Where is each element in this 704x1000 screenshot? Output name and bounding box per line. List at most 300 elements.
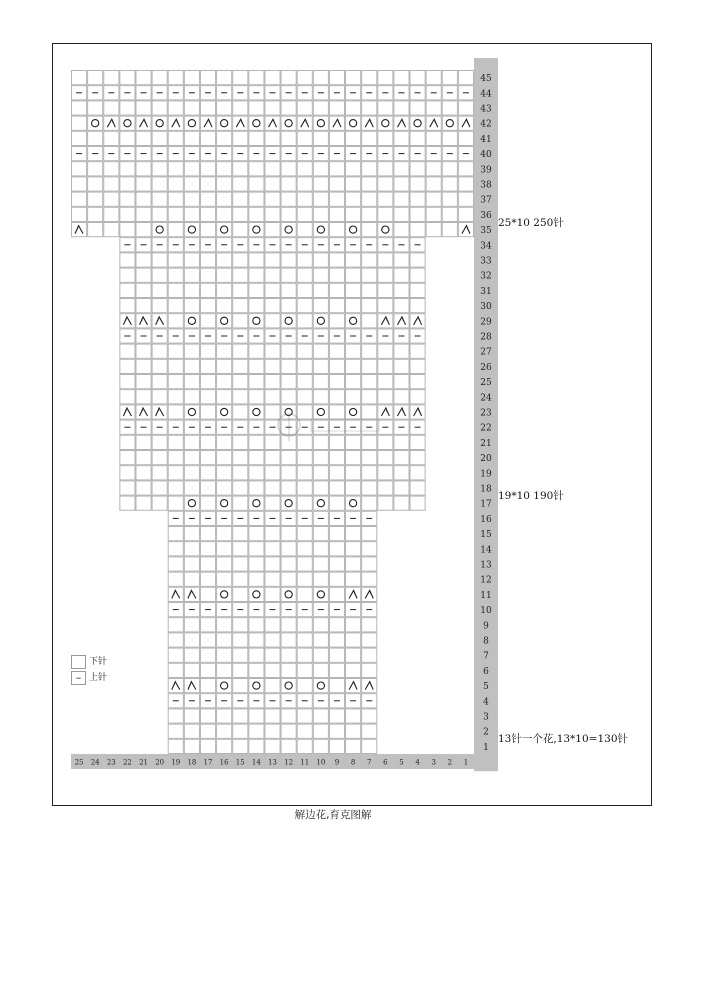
grid-cell: [313, 542, 328, 556]
grid-cell: [394, 283, 409, 297]
grid-cell: [281, 481, 296, 495]
grid-cell: [329, 71, 344, 85]
grid-cell: [281, 101, 296, 115]
grid-cell: [410, 223, 425, 237]
grid-cell: [313, 739, 328, 753]
grid-cell: [200, 101, 215, 115]
grid-cell: [362, 299, 377, 313]
grid-cell: [200, 162, 215, 176]
grid-cell: [297, 739, 312, 753]
grid-cell: [184, 435, 199, 449]
grid-cell: [313, 223, 328, 237]
grid-cell: [329, 359, 344, 373]
grid-cell: [346, 283, 361, 297]
grid-cell: [410, 435, 425, 449]
grid-cell: [184, 177, 199, 191]
grid-cell: [265, 663, 280, 677]
grid-cell: [394, 116, 409, 130]
grid-cell: [265, 344, 280, 358]
grid-cell: [281, 633, 296, 647]
grid-cell: [329, 223, 344, 237]
grid-cell: [281, 648, 296, 662]
grid-cell: [152, 359, 167, 373]
grid-cell: [168, 405, 183, 419]
grid-cell: [249, 177, 264, 191]
grid-cell: [233, 253, 248, 267]
grid-cell: [200, 344, 215, 358]
grid-cell: [394, 131, 409, 145]
grid-cell: [136, 177, 151, 191]
grid-cell: [329, 663, 344, 677]
grid-cell: [217, 451, 232, 465]
stitch-number-label: 17: [203, 758, 213, 767]
grid-cell: [265, 116, 280, 130]
grid-cell: [217, 283, 232, 297]
grid-cell: [410, 177, 425, 191]
row-number-label: 40: [480, 150, 492, 161]
grid-cell: [346, 587, 361, 601]
grid-cell: [378, 314, 393, 328]
grid-cell: [200, 71, 215, 85]
grid-cell: [233, 557, 248, 571]
grid-cell: [378, 71, 393, 85]
grid-cell: [410, 131, 425, 145]
stitch-number-label: 24: [90, 758, 100, 767]
grid-cell: [410, 192, 425, 206]
grid-cell: [394, 223, 409, 237]
grid-cell: [200, 375, 215, 389]
row-number-label: 27: [480, 347, 492, 358]
grid-cell: [297, 724, 312, 738]
grid-cell: [362, 527, 377, 541]
grid-cell: [329, 162, 344, 176]
grid-cell: [378, 223, 393, 237]
grid-cell: [184, 71, 199, 85]
grid-cell: [233, 101, 248, 115]
grid-cell: [233, 466, 248, 480]
grid-cell: [233, 207, 248, 221]
grid-cell: [233, 314, 248, 328]
grid-cell: [249, 405, 264, 419]
grid-cell: [200, 359, 215, 373]
grid-cell: [281, 207, 296, 221]
grid-cell: [88, 71, 103, 85]
grid-cell: [184, 663, 199, 677]
grid-cell: [329, 496, 344, 510]
grid-cell: [281, 71, 296, 85]
grid-cell: [120, 481, 135, 495]
stitch-number-label: 21: [139, 758, 149, 767]
grid-cell: [184, 633, 199, 647]
grid-cell: [249, 663, 264, 677]
row-number-label: 44: [480, 89, 492, 100]
grid-cell: [265, 451, 280, 465]
grid-cell: [362, 496, 377, 510]
grid-cell: [184, 283, 199, 297]
grid-cell: [362, 466, 377, 480]
grid-cell: [184, 314, 199, 328]
grid-cell: [442, 116, 457, 130]
stitch-number-label: 22: [122, 758, 132, 767]
grid-cell: [297, 527, 312, 541]
grid-cell: [249, 466, 264, 480]
grid-cell: [152, 223, 167, 237]
grid-cell: [346, 131, 361, 145]
grid-cell: [249, 283, 264, 297]
grid-cell: [394, 344, 409, 358]
grid-cell: [72, 177, 87, 191]
grid-cell: [168, 739, 183, 753]
grid-cell: [233, 648, 248, 662]
grid-cell: [346, 314, 361, 328]
stitch-number-label: 20: [155, 758, 165, 767]
grid-cell: [362, 633, 377, 647]
grid-cell: [362, 663, 377, 677]
grid-cell: [442, 177, 457, 191]
grid-cell: [200, 405, 215, 419]
grid-cell: [249, 268, 264, 282]
grid-cell: [217, 663, 232, 677]
grid-cell: [120, 390, 135, 404]
grid-cell: [346, 177, 361, 191]
grid-cell: [217, 71, 232, 85]
grid-cell: [362, 177, 377, 191]
grid-cell: [297, 344, 312, 358]
grid-cell: [265, 71, 280, 85]
grid-cell: [233, 587, 248, 601]
row-number-label: 33: [480, 256, 492, 267]
grid-cell: [313, 451, 328, 465]
grid-cell: [458, 223, 473, 237]
grid-cell: [200, 618, 215, 632]
grid-cell: [281, 679, 296, 693]
grid-cell: [152, 375, 167, 389]
grid-cell: [217, 739, 232, 753]
grid-cell: [233, 131, 248, 145]
grid-cell: [362, 223, 377, 237]
grid-cell: [184, 253, 199, 267]
grid-cell: [426, 223, 441, 237]
grid-cell: [313, 192, 328, 206]
row-number-label: 11: [480, 590, 492, 601]
grid-cell: [200, 253, 215, 267]
grid-cell: [184, 481, 199, 495]
grid-cell: [200, 177, 215, 191]
grid-cell: [362, 739, 377, 753]
grid-cell: [184, 162, 199, 176]
grid-cell: [217, 618, 232, 632]
watermark-logo: [275, 401, 385, 449]
grid-cell: [233, 162, 248, 176]
grid-cell: [281, 223, 296, 237]
grid-cell: [200, 451, 215, 465]
grid-cell: [297, 131, 312, 145]
grid-cell: [249, 542, 264, 556]
stitch-number-label: 12: [284, 758, 294, 767]
grid-cell: [346, 724, 361, 738]
grid-cell: [152, 466, 167, 480]
row-number-label: 30: [480, 302, 492, 313]
row-number-label: 25: [480, 378, 492, 389]
grid-cell: [329, 709, 344, 723]
grid-cell: [281, 177, 296, 191]
grid-cell: [265, 177, 280, 191]
grid-cell: [362, 162, 377, 176]
grid-cell: [346, 633, 361, 647]
grid-cell: [200, 648, 215, 662]
grid-cell: [249, 344, 264, 358]
grid-cell: [104, 177, 119, 191]
legend-knit-box: [71, 655, 86, 669]
grid-cell: [184, 390, 199, 404]
grid-cell: [120, 162, 135, 176]
grid-cell: [297, 71, 312, 85]
grid-cell: [281, 283, 296, 297]
grid-cell: [426, 71, 441, 85]
grid-cell: [184, 131, 199, 145]
grid-cell: [168, 451, 183, 465]
note-row-1: 13针一个花,13*10=130针: [498, 733, 629, 745]
row-number-label: 17: [480, 499, 492, 510]
grid-cell: [200, 572, 215, 586]
grid-cell: [168, 496, 183, 510]
grid-cell: [297, 587, 312, 601]
grid-cell: [200, 283, 215, 297]
grid-cell: [297, 192, 312, 206]
grid-cell: [72, 71, 87, 85]
grid-cell: [410, 283, 425, 297]
grid-cell: [184, 679, 199, 693]
grid-cell: [233, 405, 248, 419]
grid-cell: [265, 314, 280, 328]
grid-cell: [410, 405, 425, 419]
grid-cell: [249, 192, 264, 206]
grid-cell: [217, 268, 232, 282]
grid-cell: [120, 253, 135, 267]
stitch-number-label: 13: [268, 758, 277, 767]
grid-cell: [297, 253, 312, 267]
grid-cell: [265, 496, 280, 510]
grid-cell: [410, 71, 425, 85]
grid-cell: [152, 481, 167, 495]
grid-cell: [313, 648, 328, 662]
grid-cell: [200, 496, 215, 510]
grid-cell: [200, 739, 215, 753]
grid-cell: [168, 116, 183, 130]
grid-cell: [265, 633, 280, 647]
grid-cell: [329, 648, 344, 662]
row-number-label: 38: [480, 180, 492, 191]
grid-cell: [297, 466, 312, 480]
stitch-number-label: 18: [187, 758, 197, 767]
grid-cell: [249, 633, 264, 647]
grid-cell: [265, 253, 280, 267]
grid-cell: [184, 496, 199, 510]
grid-cell: [217, 207, 232, 221]
grid-cell: [152, 451, 167, 465]
grid-cell: [346, 207, 361, 221]
grid-cell: [265, 466, 280, 480]
grid-cell: [184, 344, 199, 358]
grid-cell: [265, 724, 280, 738]
grid-cell: [217, 496, 232, 510]
grid-cell: [104, 71, 119, 85]
grid-cell: [217, 648, 232, 662]
grid-cell: [362, 71, 377, 85]
grid-cell: [120, 375, 135, 389]
grid-cell: [297, 679, 312, 693]
grid-cell: [394, 375, 409, 389]
grid-cell: [136, 405, 151, 419]
grid-cell: [72, 131, 87, 145]
grid-cell: [217, 177, 232, 191]
grid-cell: [394, 405, 409, 419]
grid-cell: [152, 131, 167, 145]
grid-cell: [442, 162, 457, 176]
grid-cell: [329, 679, 344, 693]
grid-cell: [378, 481, 393, 495]
grid-cell: [168, 390, 183, 404]
grid-cell: [346, 527, 361, 541]
grid-cell: [233, 527, 248, 541]
grid-cell: [362, 268, 377, 282]
grid-cell: [265, 101, 280, 115]
grid-cell: [281, 709, 296, 723]
grid-cell: [168, 724, 183, 738]
grid-cell: [233, 618, 248, 632]
grid-cell: [297, 162, 312, 176]
grid-cell: [329, 192, 344, 206]
grid-cell: [88, 116, 103, 130]
grid-cell: [72, 207, 87, 221]
grid-cell: [136, 207, 151, 221]
grid-cell: [394, 162, 409, 176]
grid-cell: [265, 359, 280, 373]
grid-cell: [168, 299, 183, 313]
grid-cell: [265, 192, 280, 206]
grid-cell: [281, 192, 296, 206]
grid-cell: [362, 375, 377, 389]
grid-cell: [265, 481, 280, 495]
grid-cell: [394, 299, 409, 313]
grid-cell: [329, 618, 344, 632]
grid-cell: [120, 71, 135, 85]
grid-cell: [410, 116, 425, 130]
row-number-label: 14: [480, 545, 492, 556]
grid-cell: [297, 663, 312, 677]
grid-cell: [152, 177, 167, 191]
row-number-label: 42: [480, 119, 492, 130]
grid-cell: [265, 572, 280, 586]
grid-cell: [233, 724, 248, 738]
row-number-label: 39: [480, 165, 492, 176]
grid-cell: [120, 344, 135, 358]
grid-cell: [346, 223, 361, 237]
grid-cell: [217, 435, 232, 449]
row-number-label: 6: [483, 666, 489, 677]
row-number-label: 13: [480, 560, 492, 571]
grid-cell: [297, 116, 312, 130]
grid-cell: [136, 299, 151, 313]
row-number-label: 1: [483, 742, 489, 753]
grid-cell: [168, 71, 183, 85]
grid-cell: [200, 116, 215, 130]
grid-cell: [88, 207, 103, 221]
grid-cell: [233, 481, 248, 495]
grid-cell: [200, 709, 215, 723]
grid-cell: [265, 709, 280, 723]
grid-cell: [72, 192, 87, 206]
grid-cell: [249, 162, 264, 176]
grid-cell: [329, 131, 344, 145]
grid-cell: [346, 71, 361, 85]
grid-cell: [88, 177, 103, 191]
grid-cell: [200, 633, 215, 647]
grid-cell: [362, 618, 377, 632]
grid-cell: [297, 207, 312, 221]
grid-cell: [458, 71, 473, 85]
grid-cell: [136, 71, 151, 85]
row-number-label: 36: [480, 210, 492, 221]
grid-cell: [184, 557, 199, 571]
grid-cell: [442, 192, 457, 206]
grid-cell: [233, 223, 248, 237]
grid-cell: [104, 116, 119, 130]
stitch-number-label: 23: [106, 758, 116, 767]
grid-cell: [394, 466, 409, 480]
grid-cell: [233, 663, 248, 677]
grid-cell: [152, 496, 167, 510]
grid-cell: [281, 344, 296, 358]
row-number-label: 37: [480, 195, 492, 206]
grid-cell: [249, 572, 264, 586]
grid-cell: [72, 162, 87, 176]
row-number-label: 29: [480, 317, 492, 328]
row-number-label: 43: [480, 104, 492, 115]
grid-cell: [394, 192, 409, 206]
grid-cell: [120, 496, 135, 510]
grid-cell: [297, 299, 312, 313]
grid-cell: [233, 633, 248, 647]
grid-cell: [136, 101, 151, 115]
grid-cell: [281, 314, 296, 328]
grid-cell: [426, 207, 441, 221]
grid-cell: [168, 268, 183, 282]
grid-cell: [152, 253, 167, 267]
grid-cell: [233, 435, 248, 449]
grid-cell: [313, 162, 328, 176]
grid-cell: [313, 131, 328, 145]
stitch-number-label: 10: [316, 758, 326, 767]
grid-cell: [136, 192, 151, 206]
grid-cell: [297, 557, 312, 571]
grid-cell: [249, 116, 264, 130]
grid-cell: [329, 572, 344, 586]
row-number-label: 22: [480, 423, 492, 434]
grid-cell: [346, 192, 361, 206]
grid-cell: [329, 481, 344, 495]
grid-cell: [120, 435, 135, 449]
grid-cell: [394, 496, 409, 510]
grid-cell: [362, 724, 377, 738]
grid-cell: [362, 283, 377, 297]
grid-cell: [442, 223, 457, 237]
grid-cell: [458, 162, 473, 176]
grid-cell: [313, 101, 328, 115]
grid-cell: [265, 131, 280, 145]
grid-cell: [458, 131, 473, 145]
grid-cell: [297, 618, 312, 632]
